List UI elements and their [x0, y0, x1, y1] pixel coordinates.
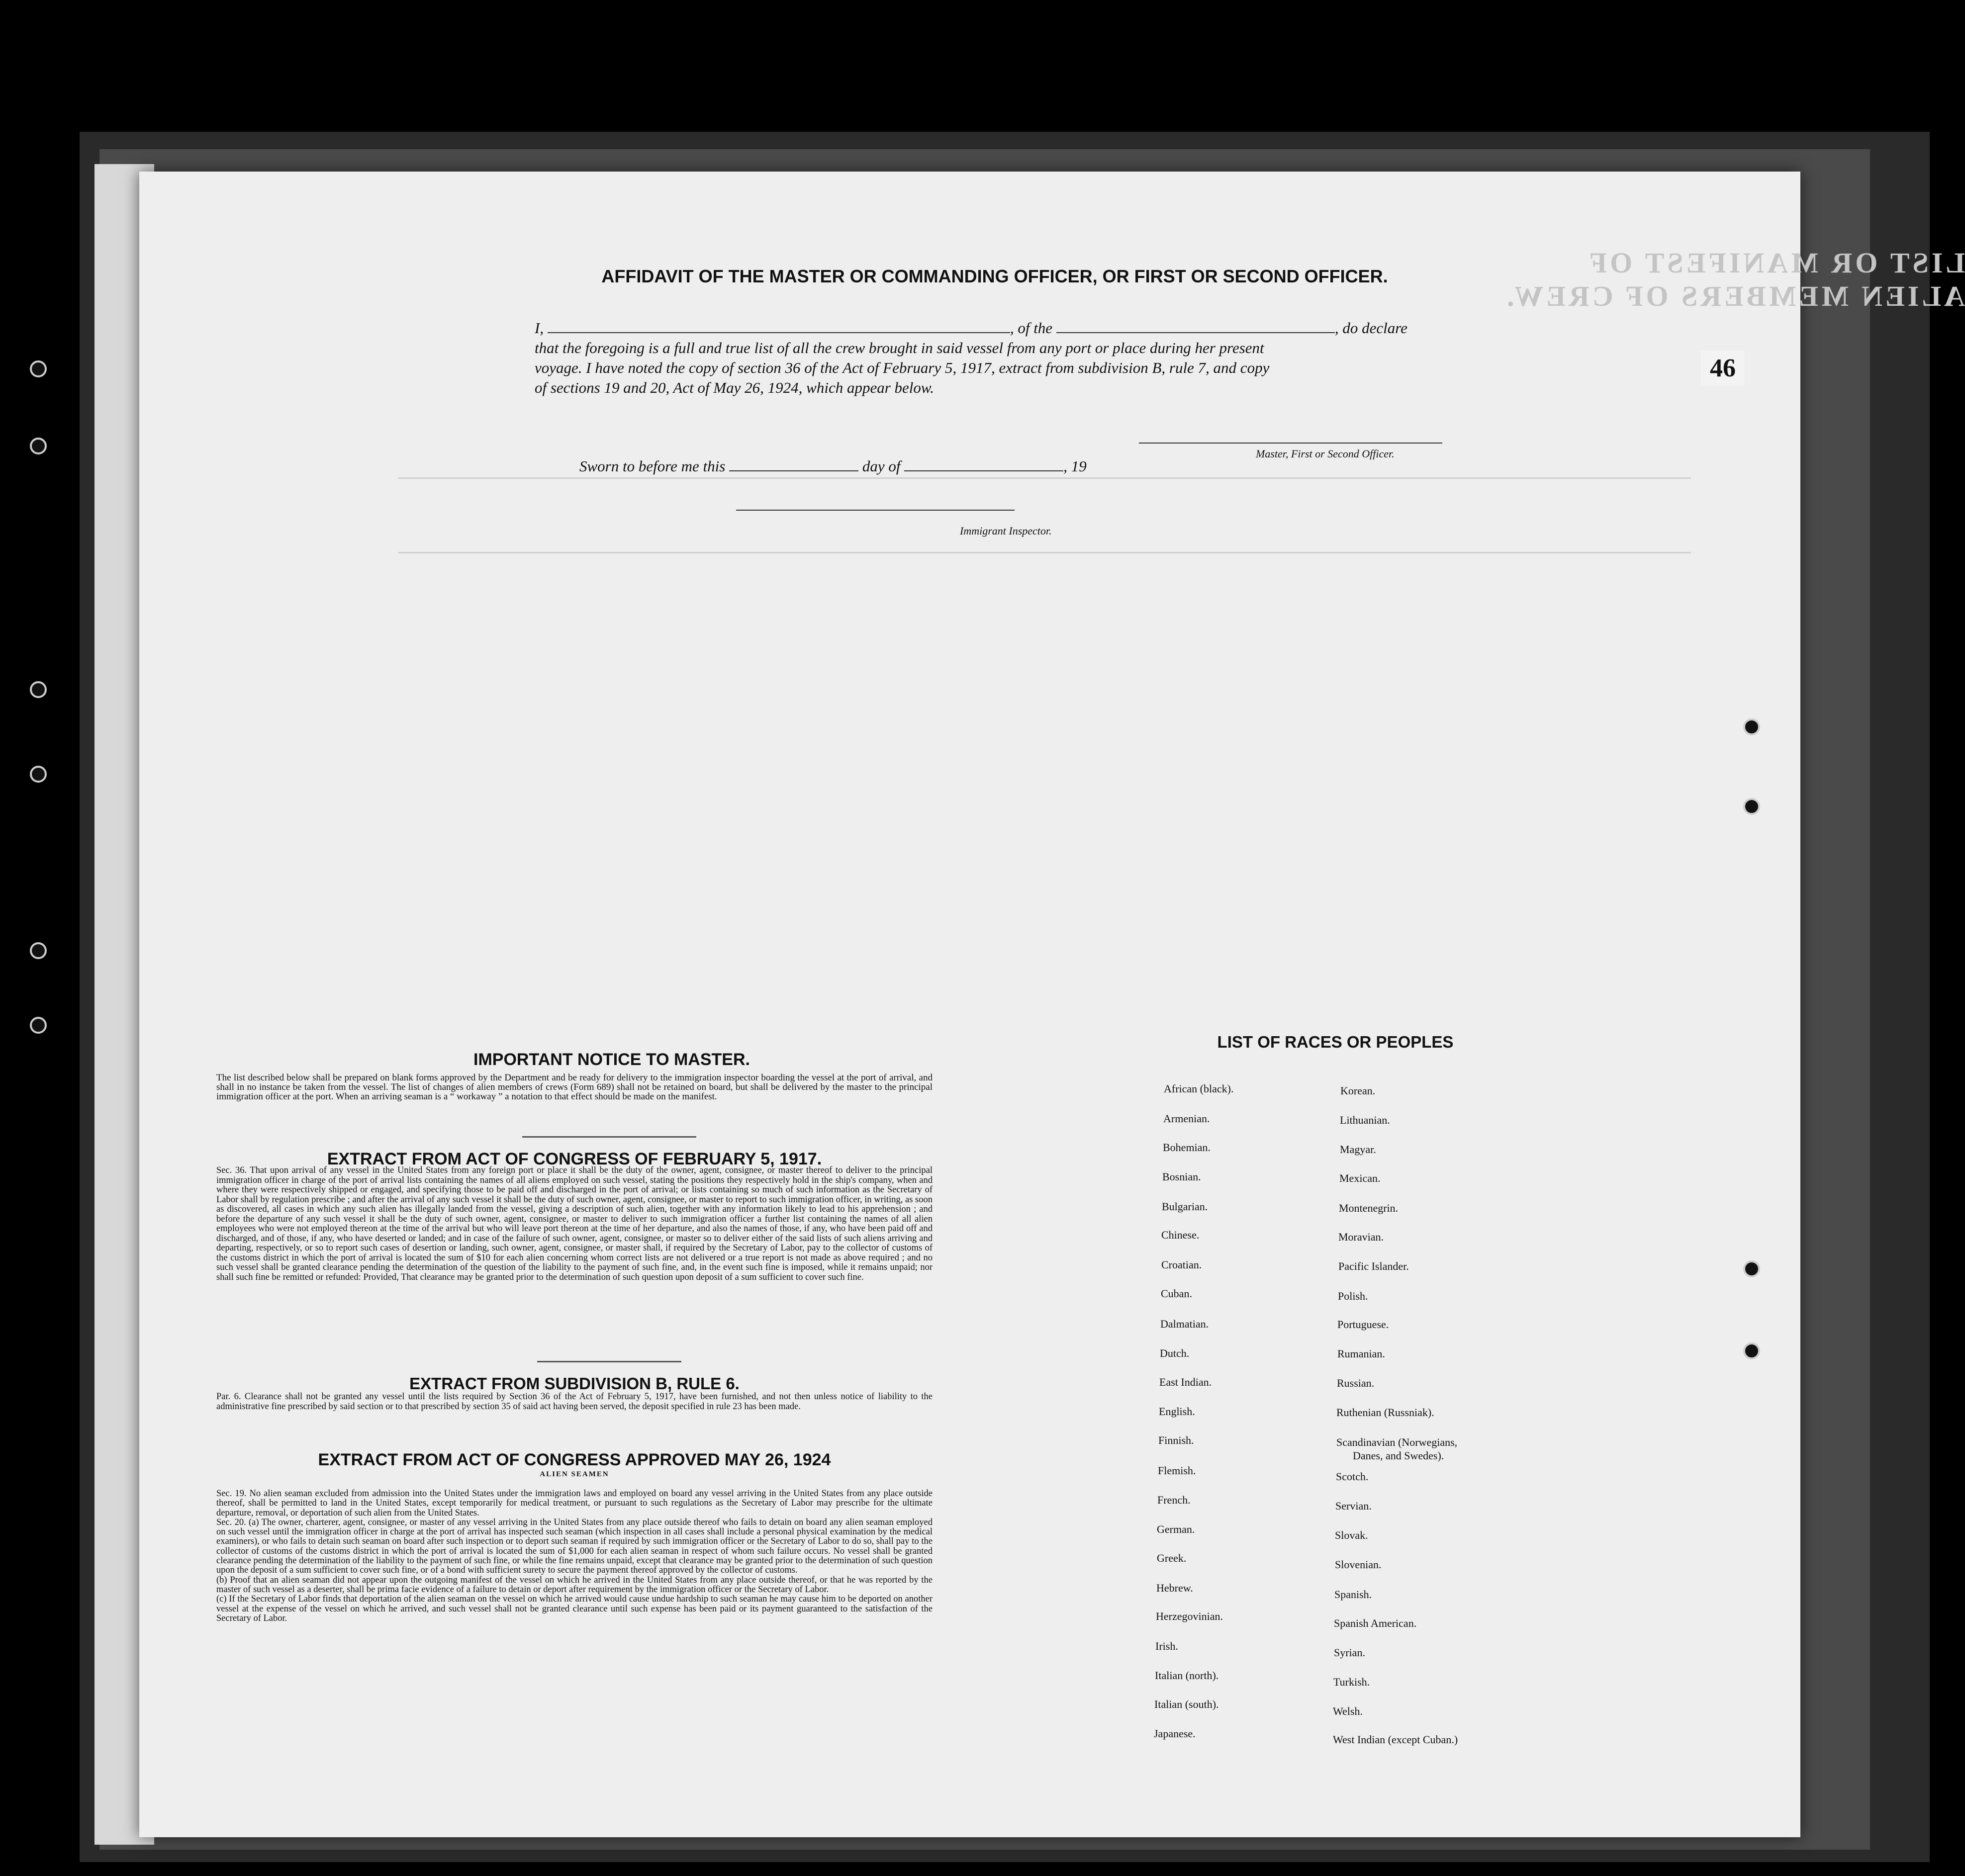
race-item: Slovak.	[1335, 1529, 1368, 1541]
sworn-month-blank[interactable]	[904, 457, 1063, 471]
punch-hole-icon	[1743, 718, 1760, 735]
master-signature-line[interactable]	[1139, 443, 1442, 444]
race-item: Bulgarian.	[1162, 1200, 1208, 1213]
race-item: Irish.	[1155, 1640, 1178, 1652]
extract-rule6-title: EXTRACT FROM SUBDIVISION B, RULE 6.	[409, 1374, 740, 1393]
race-item: Dutch.	[1160, 1347, 1190, 1359]
extract-1924-title: EXTRACT FROM ACT OF CONGRESS APPROVED MAY 26, 1924	[318, 1450, 831, 1469]
race-item: Magyar.	[1340, 1143, 1376, 1156]
master-caption: Master, First or Second Officer.	[1256, 447, 1395, 460]
punch-hole-icon	[30, 360, 47, 377]
race-item: German.	[1157, 1523, 1195, 1535]
race-item: Welsh.	[1333, 1705, 1363, 1717]
punch-hole-icon	[1743, 1260, 1760, 1277]
separator	[522, 1136, 696, 1138]
bleed-through-rule	[398, 477, 1691, 479]
race-item: Croatian.	[1161, 1258, 1202, 1271]
race-item: Dalmatian.	[1160, 1318, 1209, 1330]
race-item: Rumanian.	[1337, 1347, 1385, 1360]
punch-hole-icon	[30, 942, 47, 959]
race-item: East Indian.	[1159, 1376, 1212, 1388]
race-item: Russian.	[1337, 1377, 1375, 1389]
punch-hole-icon	[1743, 1342, 1760, 1359]
race-item: Slovenian.	[1335, 1558, 1382, 1571]
race-item: Finnish.	[1158, 1434, 1194, 1446]
race-item: Japanese.	[1154, 1727, 1196, 1740]
separator	[537, 1361, 681, 1362]
race-item: Pacific Islander.	[1338, 1260, 1409, 1272]
inspector-signature-line[interactable]	[736, 510, 1015, 511]
extract-1924-subtitle: ALIEN SEAMEN	[540, 1470, 609, 1478]
affidavit-line-2: that the foregoing is a full and true list of all the crew brought in said vessel from any port or place during her present	[535, 339, 1264, 357]
affidavit-title: AFFIDAVIT OF THE MASTER OR COMMANDING OFFICER, OR FIRST OR SECOND OFFICER.	[601, 266, 1388, 286]
race-item: Portuguese.	[1337, 1318, 1389, 1331]
race-item: Spanish.	[1334, 1588, 1372, 1601]
race-item: Polish.	[1338, 1290, 1368, 1302]
affidavit-body	[535, 318, 1460, 398]
race-item: Turkish.	[1333, 1676, 1370, 1688]
race-item: African (black).	[1164, 1082, 1234, 1095]
affidavit-line-1	[535, 318, 1460, 338]
race-item: Servian.	[1335, 1500, 1372, 1512]
affidavit-line-4: of sections 19 and 20, Act of May 26, 1924, which appear below.	[535, 379, 935, 396]
punch-hole-icon	[30, 766, 47, 783]
race-item: Hebrew.	[1156, 1582, 1193, 1594]
race-item: Armenian.	[1163, 1112, 1210, 1125]
race-item: Scandinavian (Norwegians, Danes, and Swedes).	[1336, 1436, 1458, 1462]
punch-hole-icon	[30, 1017, 47, 1034]
extract-1917-title: EXTRACT FROM ACT OF CONGRESS OF FEBRUARY 5, 1917.	[327, 1150, 822, 1168]
sworn-label: Sworn to before me this	[579, 457, 726, 475]
race-item: Cuban.	[1161, 1287, 1192, 1300]
race-item: Syrian.	[1334, 1646, 1365, 1659]
affidavit-i-label: I,	[535, 319, 544, 337]
race-item: Montenegrin.	[1339, 1202, 1399, 1214]
extract-rule6-text: Par. 6. Clearance shall not be granted any vessel until the lists required by Section 36 of the Act of February 5, 1917, have been furnished, and not then unless notice of liability to the administrative fine prescribed by said section or to that prescribed by section 35 of said act having been served, the deposit specified in rule 23 has been made.	[216, 1392, 933, 1412]
punch-hole-icon	[1743, 798, 1760, 815]
of-the-label: , of the	[1010, 319, 1053, 337]
races-title: LIST OF RACES OR PEOPLES	[1217, 1033, 1454, 1051]
race-item: English.	[1159, 1405, 1195, 1418]
name-blank[interactable]	[548, 319, 1010, 333]
race-item: Scotch.	[1336, 1470, 1369, 1483]
affidavit-line-3: voyage. I have noted the copy of section 36 of the Act of February 5, 1917, extract from subdivision B, rule 7, and copy	[535, 359, 1270, 376]
punch-hole-icon	[30, 681, 47, 698]
notice-text: The list described below shall be prepared on blank forms approved by the Department and be ready for delivery to the immigration inspector boarding the vessel at the port of arrival, and shall in no instance be taken from the vessel. The list of changes of alien members of crews (Form 689) shall not be retained on board, but shall be delivered by the master to the principal immigration officer at the port. When an arriving seaman is a “ workaway ” a notation to that effect should be made on the manifest.	[216, 1072, 933, 1102]
extract-1917-text: Sec. 36. That upon arrival of any vessel in the United States from any foreign port or place it shall be the duty of the owner, agent, consignee, or master thereof to deliver to the principal immigration officer in charge of the port of arrival lists containing the names of all aliens employed on such vessel, stating the positions they respectively hold in the ship's company, when and where they were respectively shipped or engaged, and specifying those to be paid off and discharged in the port of arrival; or lists containing so much of such information as the Secretary of Labor shall by regulation prescribe ; and after the arrival of any such vessel it shall be the duty of such owner, agent, consignee, or master to report to such immigration officer, in writing, as soon as discovered, all cases in which any such alien has illegally landed from the vessel, giving a description of such alien, together with any information likely to lead to his apprehension ; and before the departure of any such vessel it shall be the duty of such owner, agent, consignee, or master to deliver to such immigration officer a further list containing the names of all alien employees who were not employed thereon at the time of the arrival but who will leave port thereon at the time of her departure, and also the names of those, if any, who have been paid off and discharged, and of those, if any, who have deserted or landed; and in case of the failure of such owner, agent, consignee, or master so to deliver either of the said lists of such aliens arriving and departing, respectively, or so to report such cases of desertion or landing, such owner, agent, consignee, or master shall, if required by the Secretary of Labor, pay to the collector of customs of the customs district in which the port of arrival is located the sum of $10 for each alien concerning whom correct lists are not delivered or a true report is not made as above required ; and no such vessel shall be granted clearance pending the determination of the question of the liability to the payment of such fine, and, in the event such fine is imposed, while it remains unpaid; nor shall such fine be remitted or refunded: Provided, That clearance may be granted prior to the determination of such question upon deposit of a sum sufficient to cover such fine.	[216, 1165, 933, 1282]
race-item: West Indian (except Cuban.)	[1333, 1733, 1458, 1746]
bleed-through-rule	[398, 552, 1691, 553]
race-item: Korean.	[1340, 1084, 1376, 1097]
race-item: Herzegovinian.	[1156, 1610, 1223, 1622]
race-item: Ruthenian (Russniak).	[1336, 1406, 1434, 1419]
notice-title: IMPORTANT NOTICE TO MASTER.	[473, 1050, 750, 1069]
sworn-line	[579, 457, 1087, 475]
extract-1924-text: Sec. 19. No alien seaman excluded from admission into the United States under the immigration laws and employed on board any vessel arriving in the United States from any place outside thereof, shall be permitted to land in the United States, except temporarily for medical treatment, or pursuant to such regulations as the Secretary of Labor may prescribe for the ultimate departure, removal, or deportation of such alien from the United States. Sec. 20. (a) The owner, charterer, agent, consignee, or master of any vessel arriving in the United States from any place outside thereof who fails to detain on board any alien seaman employed on such vessel until the immigration officer in charge at the port of arrival has inspected such seaman (which inspection in all cases shall include a personal physical examination by the medical examiners), or who fails to detain such seaman on board after such inspection or to deport such seaman if required by such immigration officer or the Secretary of Labor to do so, shall pay to the collector of customs of the customs district in which the port of arrival is located the sum of $1,000 for each alien seaman in respect of whom such failure occurs. No vessel shall be granted clearance pending the determination of the liability to the payment of such fine, or while the fine remains unpaid, except that clearance may be granted prior to the determination of such question upon the deposit of a sum sufficient to cover such fine, or of a bond with sufficient surety to secure the payment thereof approved by the collector of customs. (b) Proof that an alien seaman did not appear upon the outgoing manifest of the vessel on which he arrived in the United States from any place outside thereof, or that he was reported by the master of such vessel as a deserter, shall be prima facie evidence of a failure to detain or deport after requirement by the immigration officer or the Secretary of Labor. (c) If the Secretary of Labor finds that deportation of the alien seaman on the vessel on which he arrived would cause undue hardship to such seaman he may cause him to be deported on another vessel at the expense of the vessel on which he arrived, and such vessel shall not be granted clearance until such expense has been paid or its payment guaranteed to the satisfaction of the Secretary of Labor.	[216, 1489, 933, 1623]
bleed-through-header: LIST OR MANIFEST OF ALIEN MEMBERS OF CREW.	[1504, 247, 1965, 312]
year-label: , 19	[1063, 457, 1087, 475]
race-item: Italian (south).	[1154, 1698, 1219, 1710]
vessel-blank[interactable]	[1056, 319, 1335, 333]
race-item: Greek.	[1157, 1552, 1187, 1564]
punch-hole-icon	[30, 438, 47, 454]
day-of-label: day of	[862, 457, 901, 475]
race-item: Bohemian.	[1163, 1141, 1211, 1154]
race-item: Lithuanian.	[1340, 1114, 1390, 1126]
race-item: Chinese.	[1161, 1229, 1200, 1241]
race-item: Bosnian.	[1162, 1170, 1201, 1183]
race-item: French.	[1157, 1494, 1191, 1506]
do-declare-label: , do declare	[1334, 319, 1407, 337]
race-item: Spanish American.	[1334, 1617, 1417, 1629]
race-item: Flemish.	[1158, 1464, 1196, 1477]
sworn-day-blank[interactable]	[729, 457, 858, 471]
page-number: 46	[1701, 351, 1745, 386]
race-item: Mexican.	[1339, 1172, 1381, 1184]
race-item: Moravian.	[1338, 1231, 1384, 1243]
race-item: Italian (north).	[1155, 1669, 1219, 1682]
inspector-caption: Immigrant Inspector.	[960, 525, 1052, 537]
